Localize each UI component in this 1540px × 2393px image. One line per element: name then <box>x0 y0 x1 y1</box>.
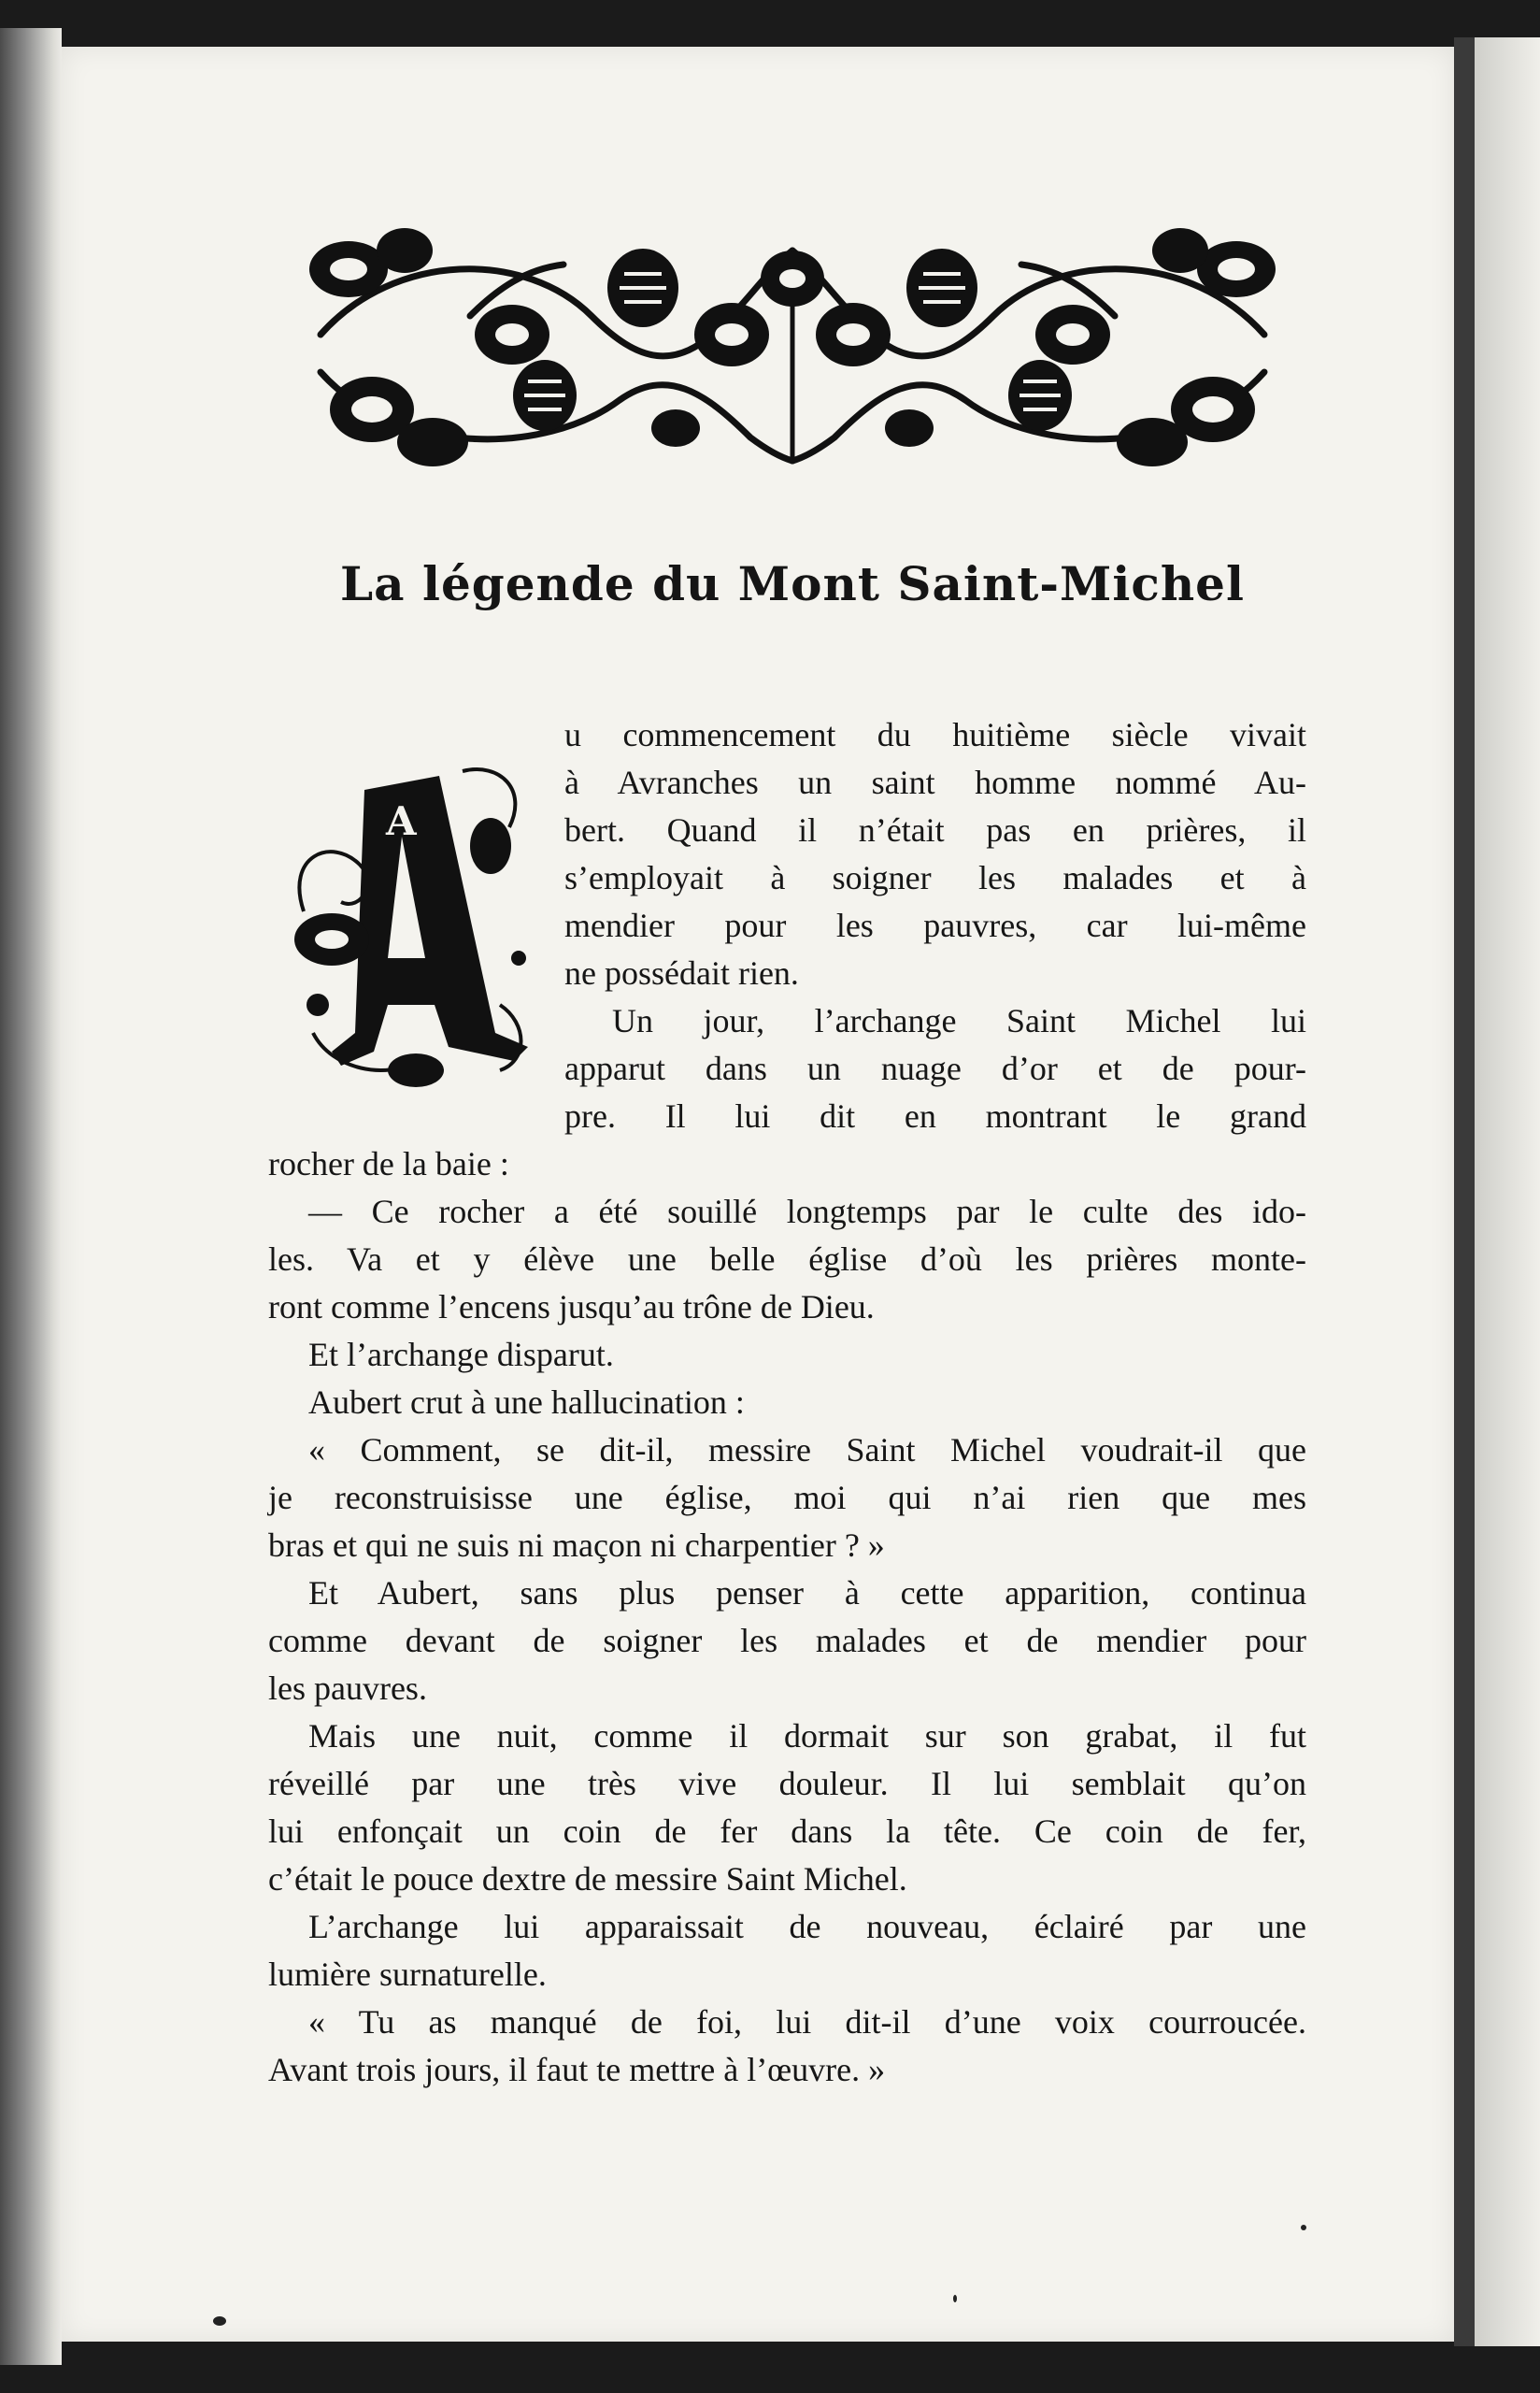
text-line: « Comment, se dit-il, messire Saint Michel voudrait-il que <box>308 1431 1306 1469</box>
text-line: s’employait à soigner les malades et à <box>564 859 1306 896</box>
text-line: — Ce rocher a été souillé longtemps par le culte des ido- <box>308 1193 1306 1230</box>
text-line: Et Aubert, sans plus penser à cette apparition, continua <box>308 1574 1306 1612</box>
text-line: je reconstruisisse une église, moi qui n’ai rien que mes <box>268 1479 1306 1516</box>
text-line: comme devant de soigner les malades et de mendier pour <box>268 1622 1306 1659</box>
text-line: Et l’archange disparut. <box>308 1336 614 1373</box>
text-line: L’archange lui apparaissait de nouveau, éclairé par une <box>308 1908 1306 1945</box>
ink-speck <box>953 2295 957 2302</box>
text-line: c’était le pouce dextre de messire Saint Michel. <box>268 1860 907 1898</box>
drop-cap-letter: A <box>386 798 417 844</box>
book-gutter <box>1454 37 1475 2346</box>
ink-speck <box>1301 2225 1306 2230</box>
text-line: ront comme l’encens jusqu’au trône de Dieu. <box>268 1288 875 1325</box>
page-left-edge <box>0 28 62 2365</box>
text-line: à Avranches un saint homme nommé Au- <box>564 764 1306 801</box>
text-line: rocher de la baie : <box>268 1145 509 1182</box>
text-line: apparut dans un nuage d’or et de pour- <box>564 1050 1306 1087</box>
floral-header-ornament <box>283 213 1302 475</box>
text-line: ne possédait rien. <box>564 954 799 992</box>
text-line: Un jour, l’archange Saint Michel lui <box>612 1002 1306 1039</box>
text-line: lui enfonçait un coin de fer dans la tête. Ce coin de fer, <box>268 1813 1306 1850</box>
text-line: lumière surnaturelle. <box>268 1956 547 1993</box>
text-line: bras et qui ne suis ni maçon ni charpentier ? » <box>268 1526 885 1564</box>
text-line: bert. Quand il n’était pas en prières, il <box>564 811 1306 849</box>
text-line: « Tu as manqué de foi, lui dit-il d’une voix courroucée. <box>308 2003 1306 2041</box>
text-line: u commencement du huitième siècle vivait <box>564 716 1306 753</box>
ornate-drop-cap <box>276 724 556 1108</box>
text-line: mendier pour les pauvres, car lui-même <box>564 907 1306 944</box>
text-line: Mais une nuit, comme il dormait sur son grabat, il fut <box>308 1717 1306 1755</box>
chapter-title: La légende du Mont Saint-Michel <box>340 556 1245 611</box>
text-line: les pauvres. <box>268 1669 427 1707</box>
text-line: les. Va et y élève une belle église d’où les prières monte- <box>268 1240 1306 1278</box>
text-line: pre. Il lui dit en montrant le grand <box>564 1097 1306 1135</box>
text-line: réveillé par une très vive douleur. Il lui semblait qu’on <box>268 1765 1306 1802</box>
facing-page-edge <box>1475 37 1540 2346</box>
ink-speck <box>213 2316 226 2326</box>
text-line: Aubert crut à une hallucination : <box>308 1383 745 1421</box>
text-line: Avant trois jours, il faut te mettre à l’œuvre. » <box>268 2051 886 2088</box>
